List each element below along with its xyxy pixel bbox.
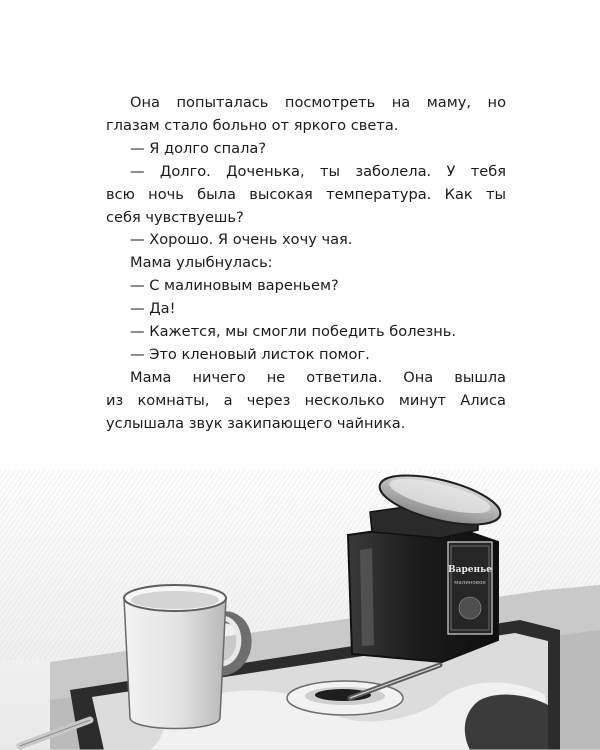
story-line: себя чувствуешь? [106,208,244,226]
jar-label-title: Варенье [448,565,492,575]
story-line: Мама улыбнулась: [130,254,273,272]
story-line: услышала звук закипающего чайника. [106,414,406,432]
story-line: — Кажется, мы смогли победить болезнь. [130,323,457,341]
story-line: Мама ничего не ответила. Она вышла [130,368,506,386]
story-line: — С малиновым вареньем? [130,277,339,295]
story-line: — Я долго спала? [130,139,267,157]
jar-label-berries [459,597,481,619]
story-line: — Хорошо. Я очень хочу чая. [130,231,353,249]
story-line: — Долго. Доченька, ты заболела. У тебя [130,162,506,180]
story-line: из комнаты, а через несколько минут Алиса [106,391,506,409]
story-line: — Да! [130,300,176,318]
story-line: — Это кленовый листок помог. [130,345,370,363]
story-line: глазам стало больно от яркого света. [106,116,399,134]
cup-body [124,598,226,729]
story-text [106,92,506,436]
jar-label [448,542,492,634]
story-line: Она попыталась посмотреть на маму, но [130,94,506,111]
tea-illustration [0,450,600,750]
tray-pattern-dark [465,695,548,750]
jar-label-subtitle: малиновое [454,580,486,586]
story-line: всю ночь была высокая температура. Как ты [106,185,506,203]
jar-highlight [360,548,374,646]
